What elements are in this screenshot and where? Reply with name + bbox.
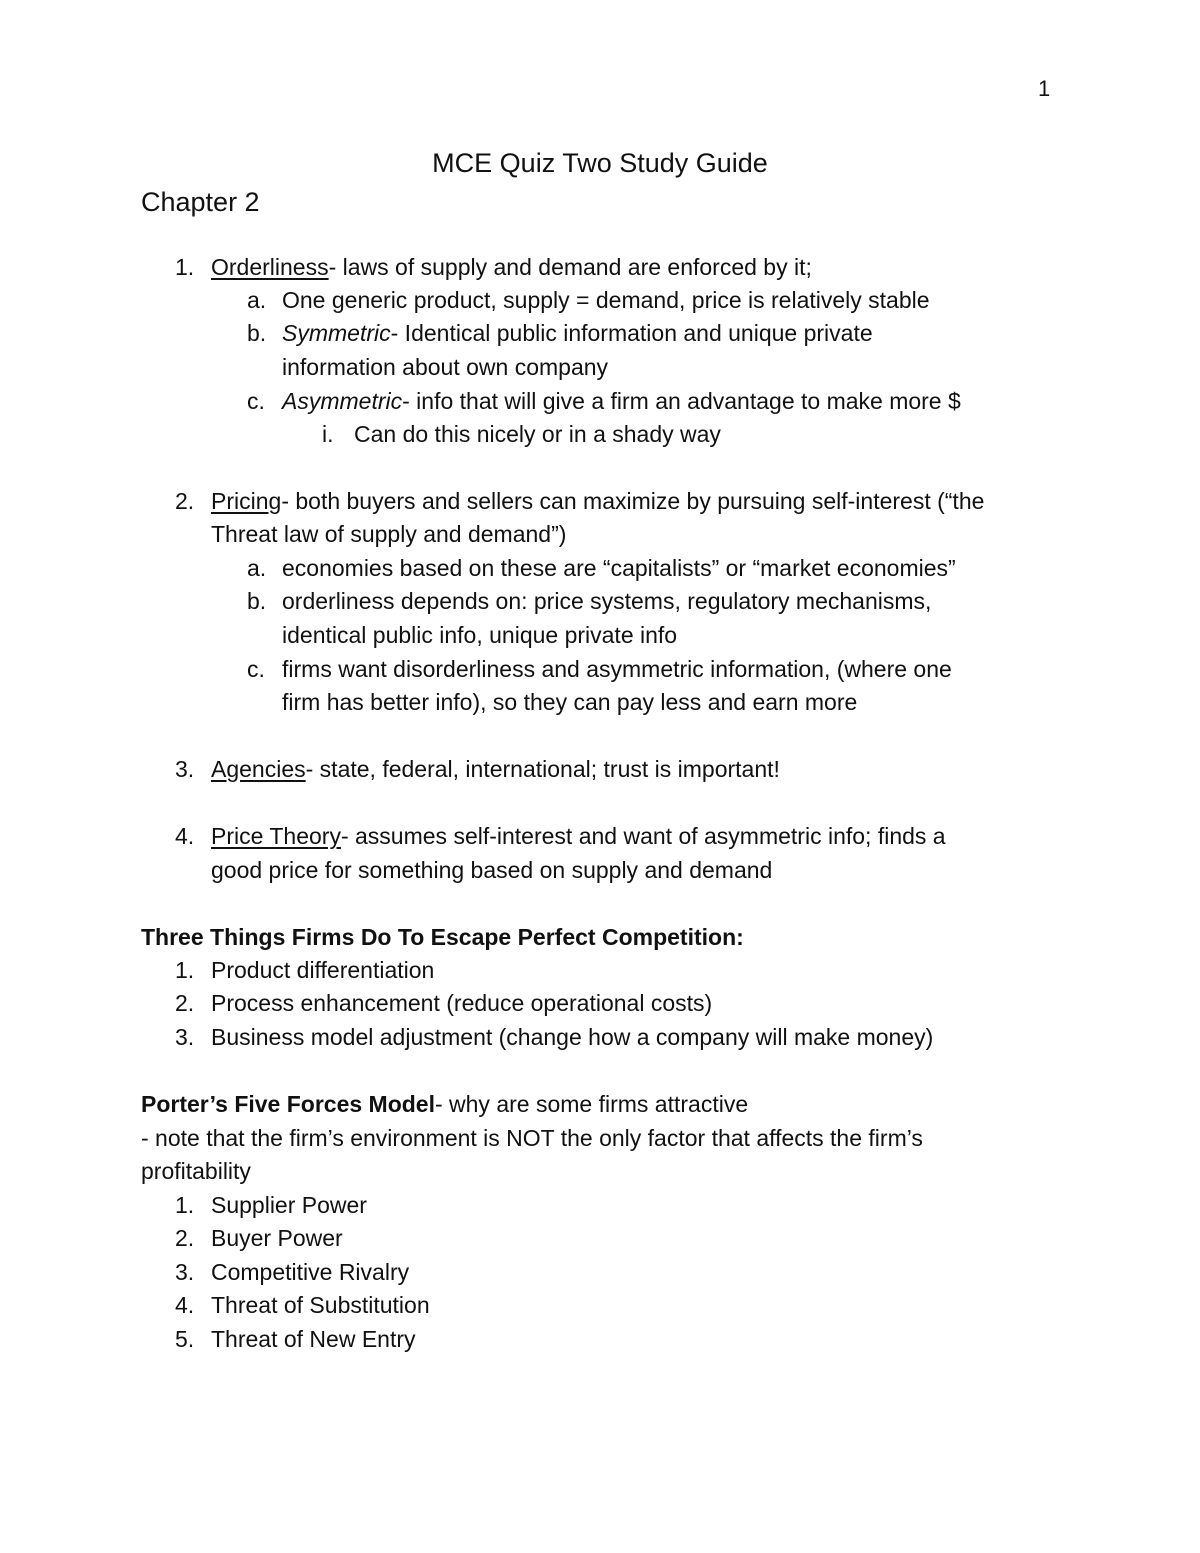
page-number: 1 [1038,76,1051,101]
list-item: Buyer Power [211,1225,343,1251]
porter-heading-text: - why are some firms attractive [434,1091,749,1117]
porter-note-continuation: profitability [141,1158,251,1184]
list-number: 5. [175,1326,195,1352]
list-number: 1. [175,957,195,983]
item-continuation: Threat law of supply and demand”) [211,521,567,547]
sub-text: One generic product, supply = demand, price is relatively stable [282,287,930,313]
porter-heading: Porter’s Five Forces Model [141,1091,435,1117]
sub-marker: c. [247,388,265,414]
list-item: Competitive Rivalry [211,1259,410,1285]
porter-heading-line [141,1089,748,1119]
sub-marker: b. [247,320,267,346]
sub-line [282,386,961,416]
list-item: Threat of Substitution [211,1292,430,1318]
sub-marker: a. [247,287,267,313]
item-number: 3. [175,756,195,782]
list-number: 1. [175,1192,195,1218]
sub-text: economies based on these are “capitalists” or “market economies” [282,555,956,581]
item-text: - both buyers and sellers can maximize by pursuing self-interest (“the [281,488,985,514]
item-text: - assumes self-interest and want of asymmetric info; finds a [340,823,946,849]
item-term: Orderliness [211,254,329,280]
list-number: 2. [175,990,195,1016]
page-title: MCE Quiz Two Study Guide [432,148,768,178]
sub-marker: b. [247,588,267,614]
list-item: Supplier Power [211,1192,367,1218]
list-number: 2. [175,1225,195,1251]
item-line [211,754,780,784]
list-item: Process enhancement (reduce operational costs) [211,990,713,1016]
item-line [211,252,812,282]
item-number: 1. [175,254,195,280]
list-item: Threat of New Entry [211,1326,416,1352]
sub-line [282,318,873,348]
sub-term: Symmetric [282,320,391,346]
item-line [211,486,984,516]
item-number: 2. [175,488,195,514]
sub-marker: a. [247,555,267,581]
item-term: Agencies [211,756,306,782]
list-number: 4. [175,1292,195,1318]
sub-marker: c. [247,656,265,682]
sub-term: Asymmetric [282,388,403,414]
item-line [211,821,946,851]
list-number: 3. [175,1259,195,1285]
sub-text: - Identical public information and unique private [390,320,873,346]
list-number: 3. [175,1024,195,1050]
sub-text: orderliness depends on: price systems, regulatory mechanisms, [282,588,932,614]
list-item: Product differentiation [211,957,435,983]
sub-text: - info that will give a firm an advantage to make more $ [402,388,961,414]
sub-text: firms want disorderliness and asymmetric information, (where one [282,656,952,682]
escape-heading: Three Things Firms Do To Escape Perfect Competition: [141,924,744,950]
chapter-heading: Chapter 2 [141,187,260,217]
sub-sub-text: Can do this nicely or in a shady way [354,421,721,447]
item-text: - state, federal, international; trust is important! [305,756,780,782]
item-term: Price Theory [211,823,341,849]
sub-continuation: firm has better info), so they can pay less and earn more [282,689,858,715]
item-term: Pricing [211,488,282,514]
item-continuation: good price for something based on supply and demand [211,857,773,883]
sub-continuation: identical public info, unique private info [282,622,678,648]
sub-continuation: information about own company [282,354,609,380]
porter-note: - note that the firm’s environment is NOT the only factor that affects the firm’s [141,1125,923,1151]
sub-sub-marker: i. [322,421,334,447]
list-item: Business model adjustment (change how a company will make money) [211,1024,934,1050]
item-text: - laws of supply and demand are enforced by it; [328,254,812,280]
item-number: 4. [175,823,195,849]
